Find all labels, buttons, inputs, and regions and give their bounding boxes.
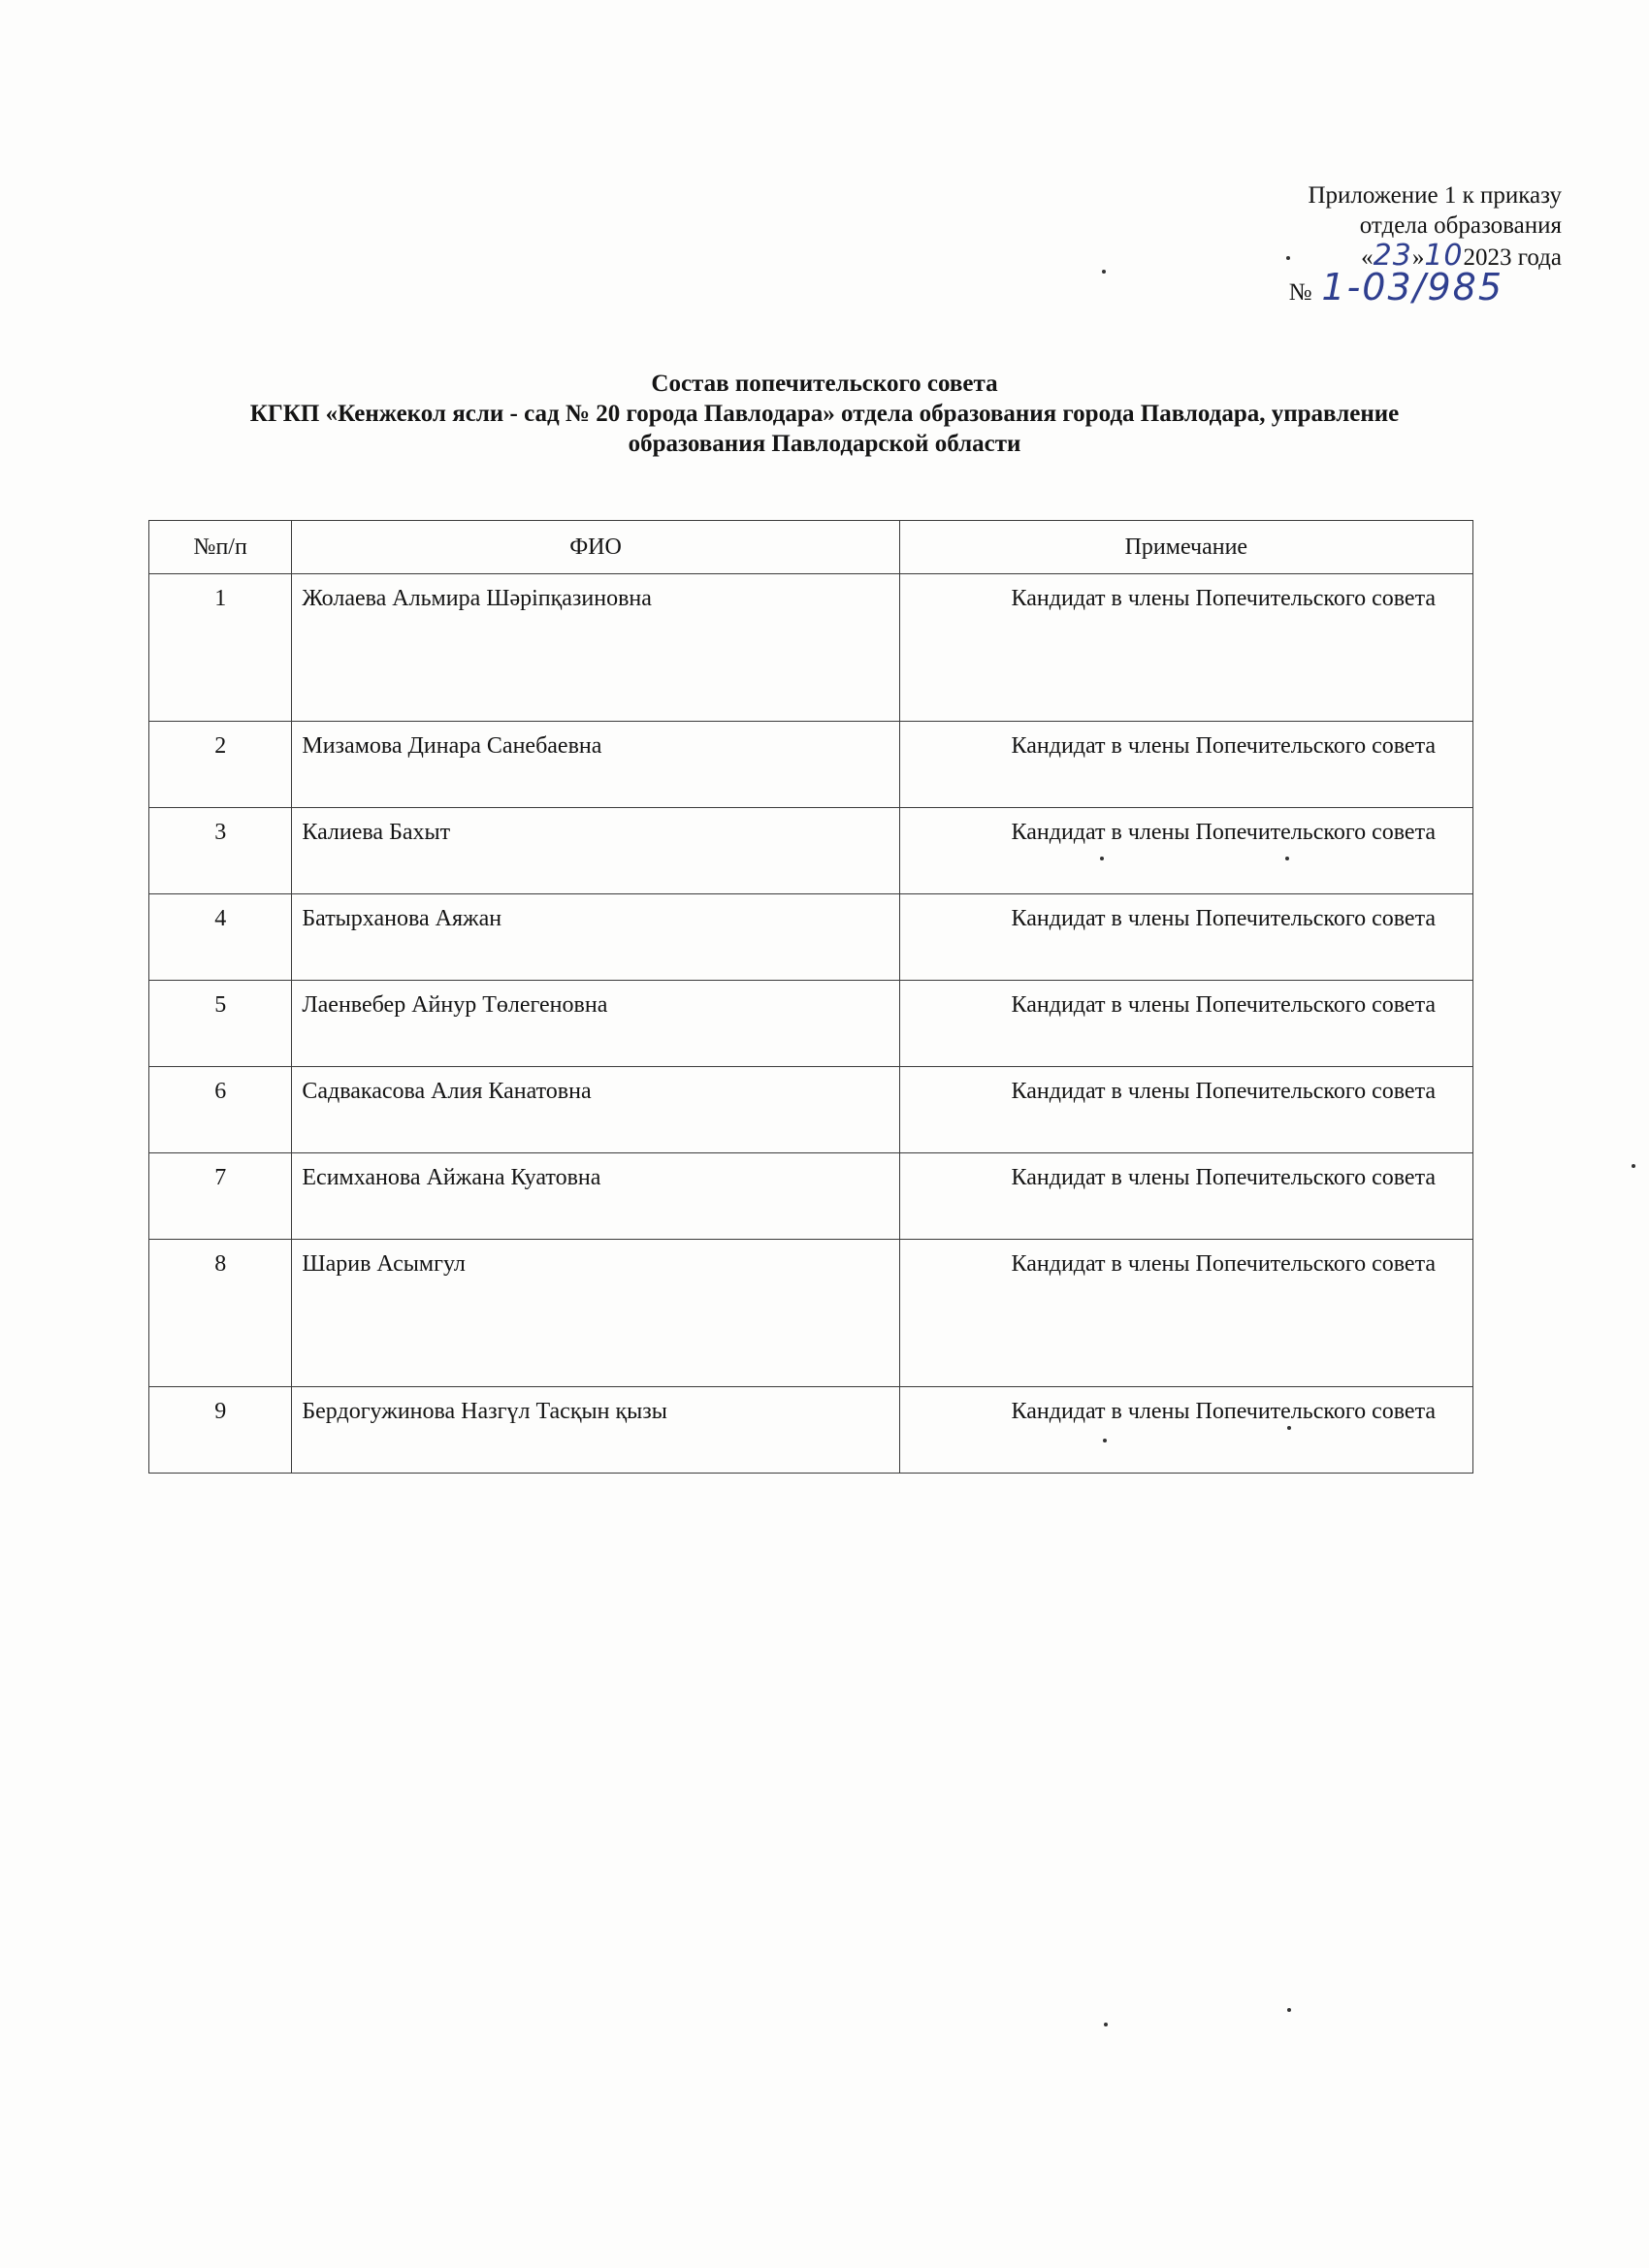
title-line-1: Состав попечительского совета: [651, 371, 998, 397]
scan-speck: [1287, 1426, 1291, 1430]
number-label: №: [1288, 279, 1312, 306]
row-note: Кандидат в члены Попечительского совета: [899, 1067, 1472, 1153]
table-row: [149, 574, 1473, 722]
row-name: Жолаева Альмира Шәріпқазиновна: [292, 574, 899, 722]
handwritten-month: 10: [1424, 239, 1464, 273]
table-row: [149, 894, 1473, 981]
row-note: Кандидат в члены Попечительского совета: [899, 894, 1472, 981]
row-name: Шарив Асымгул: [292, 1240, 899, 1387]
table-row: [149, 1240, 1473, 1387]
row-number: 8: [149, 1240, 292, 1387]
table-header-row: [149, 521, 1473, 574]
row-note: Кандидат в члены Попечительского совета: [899, 808, 1472, 894]
document-title: [146, 369, 1504, 459]
row-note: Кандидат в члены Попечительского совета: [899, 1153, 1472, 1240]
row-number: 4: [149, 894, 292, 981]
row-number: 7: [149, 1153, 292, 1240]
scan-speck: [1104, 2023, 1108, 2026]
date-open-quote: «: [1361, 244, 1374, 271]
header-note: Примечание: [899, 521, 1472, 574]
row-name: Лаенвебер Айнур Төлегеновна: [292, 981, 899, 1067]
row-note: Кандидат в члены Попечительского совета: [899, 722, 1472, 808]
table-row: [149, 722, 1473, 808]
row-number: 2: [149, 722, 292, 808]
table-row: [149, 981, 1473, 1067]
row-name: Мизамова Динара Санебаевна: [292, 722, 899, 808]
scan-speck: [1285, 857, 1289, 860]
table-row: [149, 808, 1473, 894]
annex-number-line: [1288, 266, 1562, 308]
handwritten-day: 23: [1373, 239, 1412, 273]
row-number: 1: [149, 574, 292, 722]
row-number: 9: [149, 1387, 292, 1474]
row-name: Калиева Бахыт: [292, 808, 899, 894]
scan-speck: [1103, 1439, 1107, 1442]
table-row: [149, 1067, 1473, 1153]
row-note: Кандидат в члены Попечительского совета: [899, 574, 1472, 722]
annex-line-2: отдела образования: [1359, 212, 1562, 239]
row-name: Садвакасова Алия Канатовна: [292, 1067, 899, 1153]
title-line-2: КГКП «Кенжекол ясли - сад № 20 города Павлодара» отдела образования города Павлодара, управление: [249, 401, 1400, 427]
scan-speck: [1286, 256, 1290, 260]
date-year: 2023 года: [1463, 244, 1562, 271]
row-name: Бердогужинова Назгүл Тасқын қызы: [292, 1387, 899, 1474]
date-close-quote: »: [1411, 244, 1425, 271]
row-note: Кандидат в члены Попечительского совета: [899, 1387, 1472, 1474]
title-line-3: образования Павлодарской области: [628, 431, 1021, 457]
handwritten-order-number: 1-03/985: [1321, 266, 1504, 308]
scan-speck: [1287, 2008, 1291, 2012]
council-members-table: [148, 520, 1473, 1474]
row-name: Батырханова Аяжан: [292, 894, 899, 981]
annex-line-1: Приложение 1 к приказу: [1308, 182, 1562, 209]
row-note: Кандидат в члены Попечительского совета: [899, 981, 1472, 1067]
scan-speck: [1102, 270, 1106, 274]
scan-speck: [1632, 1164, 1635, 1168]
header-number: №п/п: [149, 521, 292, 574]
row-number: 3: [149, 808, 292, 894]
annex-block: [1289, 180, 1562, 308]
scan-speck: [1100, 857, 1104, 860]
header-full-name: ФИО: [292, 521, 899, 574]
table-row: [149, 1387, 1473, 1474]
table-row: [149, 1153, 1473, 1240]
row-number: 5: [149, 981, 292, 1067]
row-name: Есимханова Айжана Куатовна: [292, 1153, 899, 1240]
row-number: 6: [149, 1067, 292, 1153]
row-note: Кандидат в члены Попечительского совета: [899, 1240, 1472, 1387]
